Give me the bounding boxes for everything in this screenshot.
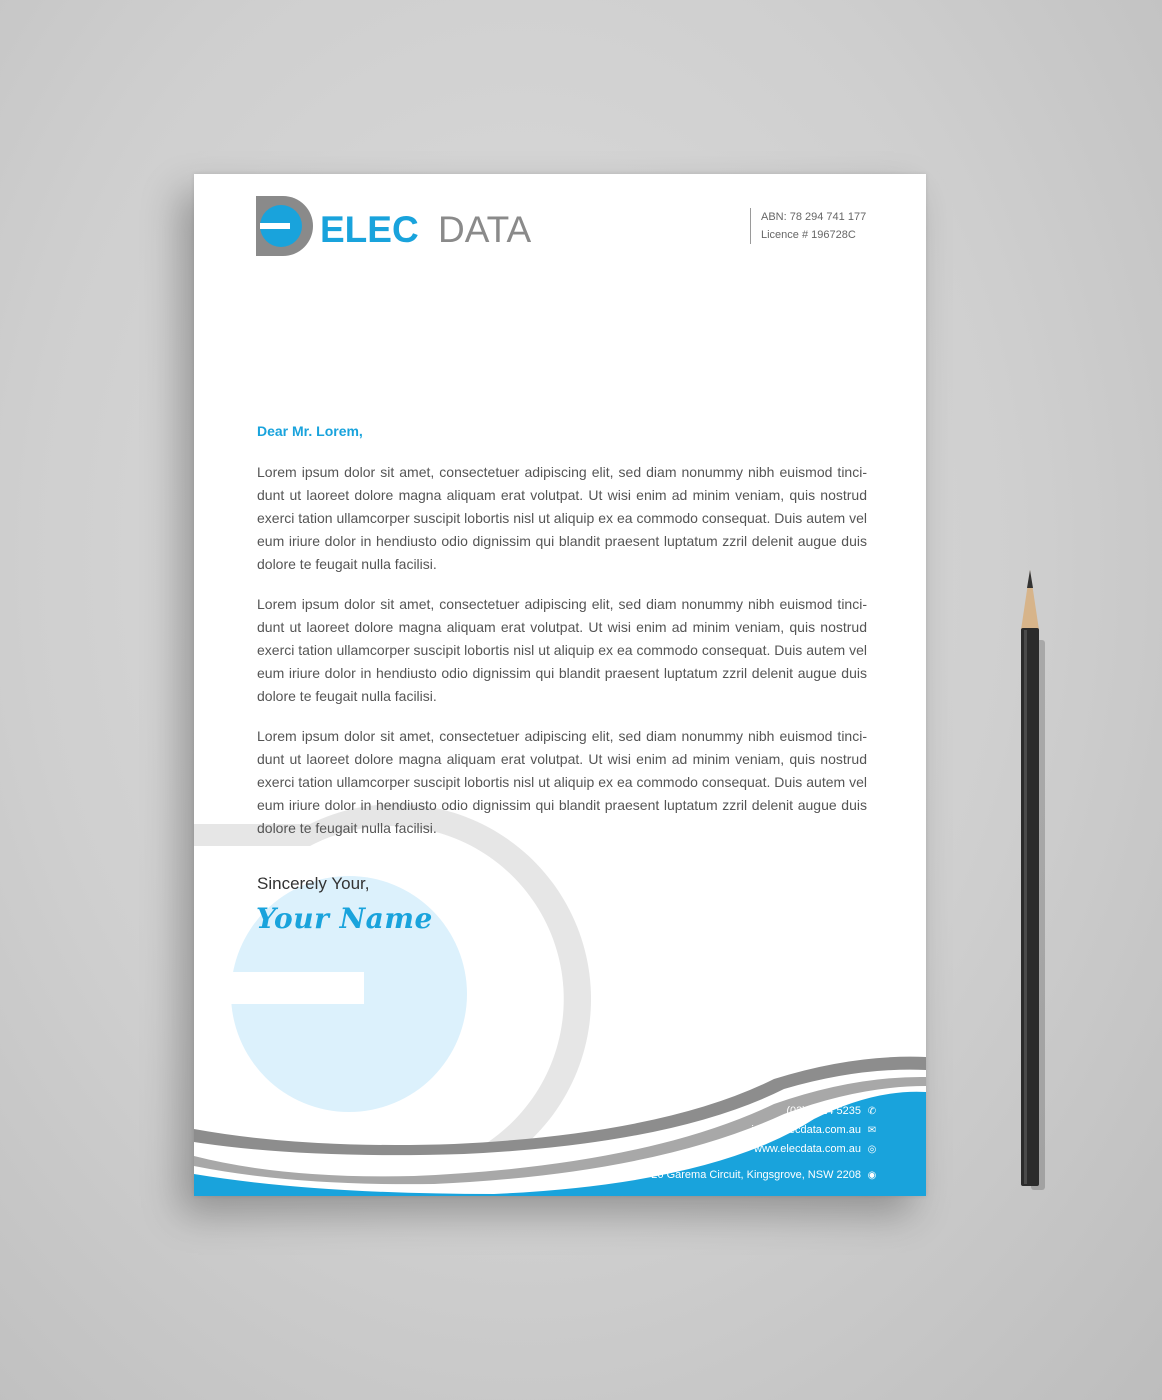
body-paragraph: Lorem ipsum dolor sit amet, consectetuer adipiscing elit, sed diam nonummy nibh euismod tinci-dunt ut laoreet dolore magna aliquam erat volutpat. Ut wisi enim ad minim veniam, quis nostrud exerci tation ullamcorper suscipit lobortis nisl ut aliquip ex ea commodo consequat. Duis autem vel eum iriure dolor in hendiusto odio dignissim qui blandit praesent luptatum zzril delenit augue duis dolore te feugait nulla facilisi.: [257, 728, 867, 836]
footer-address: 26 Garema Circuit, Kingsgrove, NSW 2208: [651, 1169, 861, 1181]
mail-icon: ✉: [867, 1125, 877, 1136]
footer-email: info@elecdata.com.au: [751, 1124, 861, 1136]
location-icon: ◉: [867, 1170, 877, 1181]
phone-icon: ✆: [867, 1106, 877, 1117]
pencil-lead: [1027, 570, 1033, 588]
letterhead-page: [194, 174, 926, 1196]
body-paragraph: Lorem ipsum dolor sit amet, consectetuer adipiscing elit, sed diam nonummy nibh euismod tinci-dunt ut laoreet dolore magna aliquam erat volutpat. Ut wisi enim ad minim veniam, quis nostrud exerci tation ullamcorper suscipit lobortis nisl ut aliquip ex ea commodo consequat. Duis autem vel eum iriure dolor in hendiusto odio dignissim qui blandit praesent luptatum zzril delenit augue duis dolore te feugait nulla facilisi.: [257, 464, 867, 572]
footer-website-row: [651, 1140, 878, 1159]
footer-contacts: [651, 1102, 878, 1185]
watermark-e-bar: [194, 972, 364, 1004]
footer-email-row: [651, 1121, 878, 1140]
globe-icon: ◎: [867, 1144, 877, 1155]
pencil-prop: [1010, 568, 1050, 1190]
company-registration: [750, 208, 866, 244]
body-paragraph: Lorem ipsum dolor sit amet, consectetuer adipiscing elit, sed diam nonummy nibh euismod tinci-dunt ut laoreet dolore magna aliquam erat volutpat. Ut wisi enim ad minim veniam, quis nostrud exerci tation ullamcorper suscipit lobortis nisl ut aliquip ex ea commodo consequat. Duis autem vel eum iriure dolor in hendiusto odio dignissim qui blandit praesent luptatum zzril delenit augue duis dolore te feugait nulla facilisi.: [257, 596, 867, 704]
letter-greeting: Dear Mr. Lorem,: [257, 423, 363, 439]
pencil-body: [1021, 628, 1039, 1186]
logo-text-elec: ELEC: [320, 209, 419, 250]
footer-website: www.elecdata.com.au: [754, 1143, 861, 1155]
pencil-highlight: [1024, 630, 1027, 1184]
logo-text-data: DATA: [438, 209, 532, 250]
elecdata-logo: [256, 196, 556, 256]
logo-mark-bar: [260, 223, 290, 229]
footer-phone: (02) 8014 5235: [786, 1105, 861, 1117]
footer-address-row: [651, 1166, 878, 1185]
letter-closing: Sincerely Your,: [257, 874, 370, 893]
letter-body: [257, 461, 867, 857]
abn-number: ABN: 78 294 741 177: [761, 211, 867, 223]
signature-name: Your Name: [256, 902, 433, 935]
licence-number: Licence # 196728C: [761, 229, 856, 241]
footer-phone-row: [651, 1102, 878, 1121]
